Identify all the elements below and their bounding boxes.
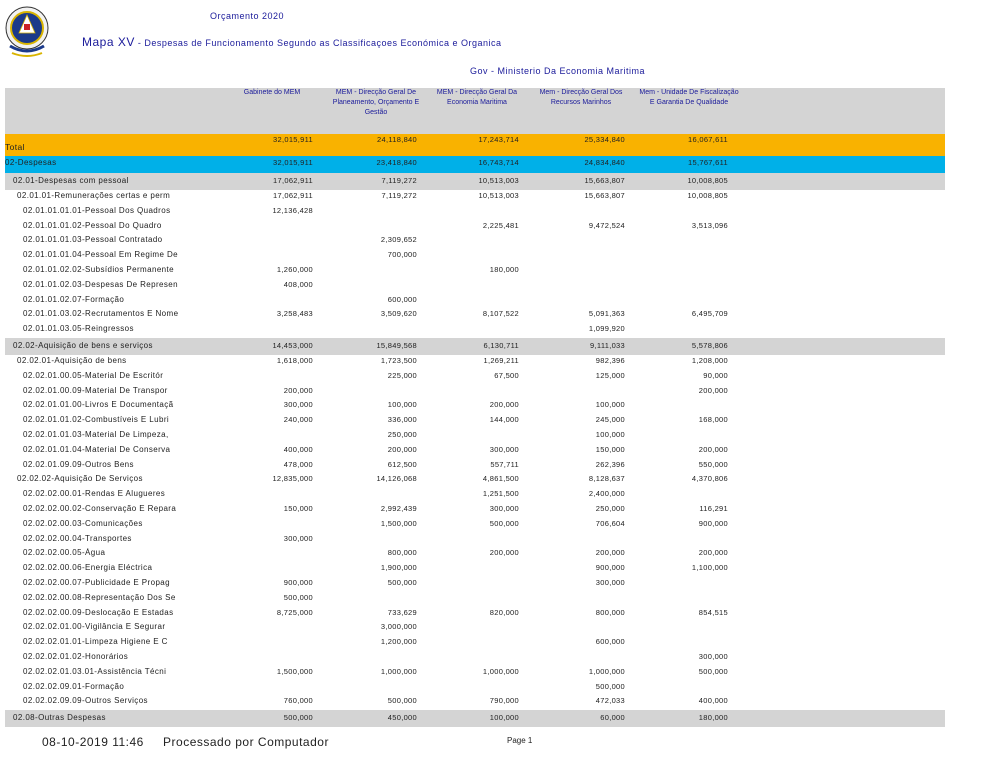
cell-value: 14,453,000 [272, 340, 313, 350]
cell-value: 15,849,568 [376, 340, 417, 350]
column-header: Mem - Unidade De Fiscalização E Garantia De Qualidade [639, 89, 739, 106]
cell-value: 180,000 [489, 264, 519, 274]
footer-datetime: 08-10-2019 11:46 [42, 735, 144, 749]
cell-value: 820,000 [489, 607, 519, 617]
cell-value: 1,260,000 [276, 264, 313, 274]
coat-of-arms-logo [2, 4, 52, 60]
cell-value: 3,000,000 [380, 622, 417, 632]
cell-value: 336,000 [387, 415, 417, 425]
cell-value: 12,835,000 [272, 474, 313, 484]
row-label: 02.02.02.09.01-Formação [23, 681, 125, 691]
cell-value: 200,000 [698, 385, 728, 395]
table-row [5, 503, 945, 518]
cell-value: 100,000 [387, 400, 417, 410]
row-label: 02.02.01.01.03-Material De Limpeza, [23, 429, 169, 439]
cell-value: 245,000 [595, 415, 625, 425]
cell-value: 1,100,000 [691, 563, 728, 573]
row-label: 02.02.01.01.04-Material De Conserva [23, 444, 171, 454]
cell-value: 100,000 [595, 429, 625, 439]
row-label: 02.02.02.09.09-Outros Serviços [23, 696, 148, 706]
cell-value: 500,000 [283, 592, 313, 602]
cell-value: 25,334,840 [584, 135, 625, 144]
cell-value: 150,000 [283, 503, 313, 513]
cell-value: 15,767,611 [688, 158, 728, 167]
cell-value: 2,992,439 [380, 503, 417, 513]
cell-value: 15,663,807 [584, 191, 625, 200]
cell-value: 500,000 [387, 577, 417, 587]
cell-value: 900,000 [698, 518, 728, 528]
cell-value: 1,618,000 [276, 355, 313, 365]
row-label: 02.02.02.00.03-Comunicações [23, 518, 143, 528]
cell-value: 16,067,611 [688, 135, 728, 144]
column-header: MEM - Direcção Geral Da Economia Maritima [436, 89, 518, 106]
row-label: 02.01.01.01.02-Pessoal Do Quadro [23, 220, 162, 230]
table-row [5, 279, 945, 294]
cell-value: 450,000 [387, 713, 417, 723]
cell-value: 400,000 [698, 696, 728, 706]
table-row [5, 294, 945, 309]
cell-value: 1,000,000 [588, 666, 625, 676]
cell-value: 60,000 [600, 713, 625, 723]
row-label: 02.02.01.00.05-Material De Escritór [23, 370, 164, 380]
cell-value: 1,500,000 [276, 666, 313, 676]
cell-value: 67,500 [494, 370, 519, 380]
cell-value: 7,119,272 [381, 176, 417, 185]
table-row [5, 444, 945, 459]
row-label: 02.02.02.00.05-Água [23, 548, 106, 558]
row-label: 02.02.02.00.09-Deslocação E Estadas [23, 607, 174, 617]
cell-value: 250,000 [595, 503, 625, 513]
row-label: 02.02.02.01.01-Limpeza Higiene E C [23, 637, 168, 647]
table-row [5, 338, 945, 355]
cell-value: 900,000 [595, 563, 625, 573]
row-label: 02.02.02.00.06-Energia Eléctrica [23, 563, 153, 573]
cell-value: 144,000 [489, 415, 519, 425]
cell-value: 1,208,000 [691, 355, 728, 365]
cell-value: 612,500 [387, 459, 417, 469]
row-label: Total [5, 142, 25, 152]
cell-value: 4,370,806 [691, 474, 728, 484]
table-row [5, 264, 945, 279]
cell-value: 8,725,000 [276, 607, 313, 617]
row-label: 02.01-Despesas com pessoal [13, 176, 129, 185]
cell-value: 17,062,911 [273, 176, 313, 185]
cell-value: 700,000 [387, 250, 417, 260]
table-row [5, 399, 945, 414]
cell-value: 472,033 [595, 696, 625, 706]
budget-year-title: Orçamento 2020 [210, 11, 285, 21]
cell-value: 408,000 [283, 279, 313, 289]
cell-value: 8,128,637 [588, 474, 625, 484]
page-number: Page 1 [507, 736, 533, 745]
cell-value: 180,000 [698, 713, 728, 723]
cell-value: 854,515 [698, 607, 728, 617]
row-label: 02-Despesas [5, 158, 57, 167]
row-label: 02.02.01.01.02-Combustíveis E Lubri [23, 415, 170, 425]
row-label: 02.01.01-Remunerações certas e perm [17, 191, 171, 200]
budget-table [5, 134, 945, 727]
cell-value: 300,000 [489, 444, 519, 454]
table-row [5, 636, 945, 651]
cell-value: 5,578,806 [691, 340, 728, 350]
row-label: 02.02.02.00.02-Conservação E Repara [23, 503, 177, 513]
table-row [5, 710, 945, 727]
cell-value: 550,000 [698, 459, 728, 469]
table-row [5, 533, 945, 548]
column-header: Gabinete do MEM [243, 89, 301, 96]
row-label: 02.02.02.01.00-Vigilância E Segurar [23, 622, 166, 632]
table-row [5, 459, 945, 474]
cell-value: 1,000,000 [482, 666, 519, 676]
cell-value: 10,008,805 [687, 176, 728, 185]
table-row [5, 205, 945, 220]
cell-value: 15,663,807 [584, 176, 625, 185]
cell-value: 982,396 [595, 355, 625, 365]
cell-value: 1,900,000 [380, 563, 417, 573]
table-row [5, 607, 945, 622]
cell-value: 240,000 [283, 415, 313, 425]
cell-value: 200,000 [698, 548, 728, 558]
row-label: 02.01.01.01.04-Pessoal Em Regime De [23, 250, 178, 260]
cell-value: 2,400,000 [588, 489, 625, 499]
table-row [5, 473, 945, 488]
cell-value: 10,513,003 [478, 191, 519, 200]
report-subtitle: - Despesas de Funcionamento Segundo as Classificaçoes Económica e Organica [137, 38, 502, 48]
table-row [5, 577, 945, 592]
cell-value: 10,008,805 [687, 191, 728, 200]
cell-value: 17,243,714 [478, 135, 519, 144]
cell-value: 500,000 [698, 666, 728, 676]
cell-value: 200,000 [489, 400, 519, 410]
row-label: 02.01.01.01.01-Pessoal Dos Quadros [23, 205, 171, 215]
cell-value: 3,509,620 [380, 309, 417, 319]
cell-value: 200,000 [387, 444, 417, 454]
table-row [5, 370, 945, 385]
cell-value: 706,604 [595, 518, 625, 528]
cell-value: 24,834,840 [584, 158, 625, 167]
cell-value: 1,099,920 [588, 324, 625, 334]
row-label: 02.02.01-Aquisição de bens [17, 355, 127, 365]
cell-value: 200,000 [595, 548, 625, 558]
cell-value: 4,861,500 [482, 474, 519, 484]
cell-value: 800,000 [387, 548, 417, 558]
cell-value: 733,629 [387, 607, 417, 617]
row-label: 02.01.01.02.03-Despesas De Represen [23, 279, 178, 289]
cell-value: 2,225,481 [482, 220, 519, 230]
row-label: 02.08-Outras Despesas [13, 713, 106, 723]
footer-processed [42, 735, 329, 749]
cell-value: 8,107,522 [482, 309, 519, 319]
cell-value: 1,200,000 [380, 637, 417, 647]
cell-value: 23,418,840 [376, 158, 417, 167]
cell-value: 168,000 [698, 415, 728, 425]
cell-value: 900,000 [283, 577, 313, 587]
row-label: 02.02.02-Aquisição De Serviços [17, 474, 143, 484]
table-row [5, 173, 945, 190]
cell-value: 100,000 [595, 400, 625, 410]
cell-value: 500,000 [595, 681, 625, 691]
row-label: 02.01.01.01.03-Pessoal Contratado [23, 235, 163, 245]
table-row [5, 134, 945, 156]
cell-value: 500,000 [489, 518, 519, 528]
cell-value: 600,000 [595, 637, 625, 647]
cell-value: 262,396 [595, 459, 625, 469]
cell-value: 478,000 [283, 459, 313, 469]
cell-value: 116,291 [699, 503, 728, 513]
cell-value: 200,000 [698, 444, 728, 454]
row-label: 02.02.02.00.08-Representação Dos Se [23, 592, 176, 602]
cell-value: 760,000 [283, 696, 313, 706]
cell-value: 7,119,272 [381, 191, 417, 200]
report-title [82, 35, 502, 49]
cell-value: 32,015,911 [273, 135, 313, 144]
cell-value: 3,258,483 [276, 309, 313, 319]
cell-value: 24,118,840 [377, 135, 417, 144]
mapa-label: Mapa XV [82, 35, 135, 49]
cell-value: 300,000 [489, 503, 519, 513]
cell-value: 1,500,000 [380, 518, 417, 528]
cell-value: 90,000 [703, 370, 728, 380]
table-row [5, 234, 945, 249]
cell-value: 10,513,003 [478, 176, 519, 185]
row-label: 02.02.02.00.07-Publicidade E Propag [23, 577, 170, 587]
row-label: 02.01.01.03.02-Recrutamentos E Nome [23, 309, 179, 319]
table-row [5, 562, 945, 577]
row-label: 02.02-Aquisição de bens e serviços [13, 340, 153, 350]
cell-value: 557,711 [490, 459, 519, 469]
cell-value: 6,495,709 [691, 309, 728, 319]
column-header: MEM - Direcção Geral De Planeamento, Orçamento E Gestão [332, 89, 420, 116]
table-row [5, 355, 945, 370]
table-row [5, 681, 945, 696]
table-row [5, 156, 945, 173]
ministry-title: Gov - Ministerio Da Economia Maritima [470, 66, 646, 76]
row-label: 02.02.02.00.04-Transportes [23, 533, 132, 543]
column-header: Mem - Direcção Geral Dos Recursos Marinhos [539, 89, 623, 106]
cell-value: 14,126,068 [376, 474, 417, 484]
table-row [5, 488, 945, 503]
table-row [5, 518, 945, 533]
cell-value: 300,000 [283, 400, 313, 410]
cell-value: 250,000 [387, 429, 417, 439]
cell-value: 9,111,033 [590, 340, 625, 350]
cell-value: 200,000 [489, 548, 519, 558]
cell-value: 500,000 [283, 713, 313, 723]
cell-value: 300,000 [595, 577, 625, 587]
cell-value: 300,000 [283, 533, 313, 543]
table-row [5, 429, 945, 444]
table-row [5, 249, 945, 264]
table-row [5, 323, 945, 338]
table-row [5, 695, 945, 710]
row-label: 02.02.02.01.02-Honorários [23, 651, 129, 661]
row-label: 02.01.01.02.07-Formação [23, 294, 125, 304]
cell-value: 600,000 [387, 294, 417, 304]
cell-value: 3,513,096 [691, 220, 728, 230]
table-row [5, 651, 945, 666]
cell-value: 17,062,911 [273, 191, 313, 200]
cell-value: 100,000 [489, 713, 519, 723]
row-label: 02.02.02.01.03.01-Assistência Técni [23, 666, 167, 676]
cell-value: 5,091,363 [588, 309, 625, 319]
table-row [5, 190, 945, 205]
cell-value: 32,015,911 [273, 158, 313, 167]
table-row [5, 592, 945, 607]
cell-value: 225,000 [387, 370, 417, 380]
cell-value: 400,000 [283, 444, 313, 454]
row-label: 02.01.01.02.02-Subsídios Permanente [23, 264, 174, 274]
cell-value: 800,000 [595, 607, 625, 617]
cell-value: 2,309,652 [380, 235, 417, 245]
row-label: 02.02.02.00.01-Rendas E Alugueres [23, 489, 166, 499]
cell-value: 125,000 [595, 370, 625, 380]
row-label: 02.02.01.09.09-Outros Bens [23, 459, 134, 469]
table-row [5, 547, 945, 562]
cell-value: 300,000 [698, 651, 728, 661]
row-label: 02.01.01.03.05-Reingressos [23, 324, 134, 334]
cell-value: 1,251,500 [482, 489, 519, 499]
cell-value: 12,136,428 [272, 205, 313, 215]
table-row [5, 220, 945, 235]
table-row [5, 666, 945, 681]
table-row [5, 621, 945, 636]
cell-value: 1,723,500 [380, 355, 417, 365]
cell-value: 1,000,000 [380, 666, 417, 676]
cell-value: 6,130,711 [483, 340, 519, 350]
cell-value: 200,000 [283, 385, 313, 395]
cell-value: 9,472,524 [588, 220, 625, 230]
cell-value: 16,743,714 [478, 158, 519, 167]
cell-value: 150,000 [595, 444, 625, 454]
row-label: 02.02.01.00.09-Material De Transpor [23, 385, 168, 395]
table-row [5, 385, 945, 400]
row-label: 02.02.01.01.00-Livros E Documentaçã [23, 400, 174, 410]
footer-processado: Processado por Computador [163, 735, 329, 749]
table-row [5, 308, 945, 323]
table-row [5, 414, 945, 429]
cell-value: 1,269,211 [483, 355, 519, 365]
cell-value: 500,000 [387, 696, 417, 706]
cell-value: 790,000 [489, 696, 519, 706]
